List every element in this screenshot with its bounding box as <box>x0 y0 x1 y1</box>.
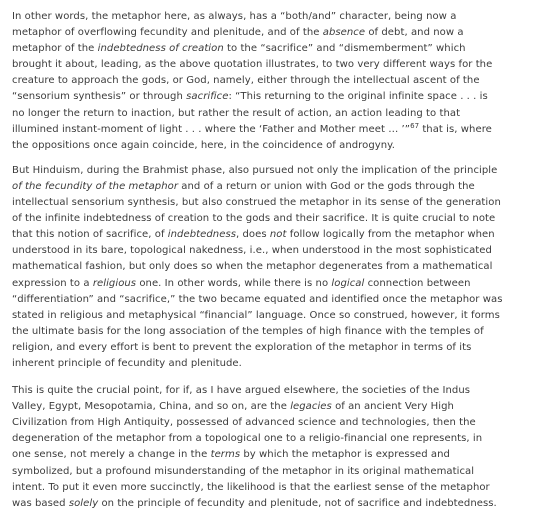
text-line <box>12 138 532 154</box>
text-run: symbolized, but a profound misunderstanding of the metaphor in its original mathematical <box>12 465 475 477</box>
text-run: on the principle of fecundity and plenitude, not of sacrifice and indebtedness. <box>98 497 497 509</box>
text-line <box>12 9 532 25</box>
text-run: metaphor of overflowing fecundity and plenitude, and of the <box>12 27 323 39</box>
italic-text: indebtedness of creation <box>97 43 224 55</box>
italic-text: not <box>269 229 287 241</box>
italic-text: indebtedness <box>167 229 237 241</box>
text-run: But Hinduism, during the Brahmist phase, also pursued not only the implication of the principle <box>12 164 498 176</box>
text-run: one sense, not merely a change in the <box>12 449 211 461</box>
italic-text: solely <box>68 497 99 509</box>
text-run: follow logically from the metaphor when <box>286 229 495 241</box>
text-run: expression to a <box>12 277 93 289</box>
text-line <box>12 89 532 105</box>
text-run: that is, where <box>419 123 492 135</box>
text-line <box>12 227 532 243</box>
text-run: , does <box>236 229 270 241</box>
text-line <box>12 340 532 356</box>
text-line <box>12 243 532 259</box>
text-run: : “This returning to the original infinite space . . . is <box>228 91 488 103</box>
text-line <box>12 73 532 89</box>
text-run: metaphor of the <box>12 43 98 55</box>
text-run: no longer the return to inaction, but rather the result of action, an action leading to that <box>12 107 461 119</box>
text-run: to the “sacrifice” and “dismemberment” which <box>223 43 466 55</box>
text-line <box>12 356 532 372</box>
text-run: of debt, and now a <box>365 27 464 39</box>
text-line <box>12 292 532 308</box>
text-run: the ultimate basis for the long association of the temples of high finance with the temples of <box>12 325 484 337</box>
text-line <box>12 195 532 211</box>
text-line <box>12 25 532 41</box>
italic-text: logical <box>331 277 365 289</box>
italic-text: legacies <box>290 401 332 413</box>
text-run: that this notion of sacrifice, of <box>12 229 168 241</box>
text-run: connection between <box>364 277 471 289</box>
text-line <box>12 464 532 480</box>
text-line <box>12 211 532 227</box>
text-line <box>12 383 532 399</box>
text-run: understood in its bare, topological nakedness, i.e., when understood in the most sophisticated <box>12 245 492 257</box>
text-run: degeneration of the metaphor from a topological one to a religio-financial one represents, in <box>12 433 483 445</box>
text-run: religion, and every effort is bent to prevent the exploration of the metaphor in terms of its <box>12 341 472 353</box>
paragraph <box>12 9 532 154</box>
text-run: creature to approach the gods, or God, namely, either through the intellectual ascent of the <box>12 75 480 87</box>
italic-text: religious <box>92 277 137 289</box>
text-run: stated in religious and metaphysical “financial” language. Once so construed, however, it forms <box>12 309 500 321</box>
text-run: “differentiation” and “sacrifice,” the two became equated and identified once the metaphor was <box>12 293 503 305</box>
text-line <box>12 163 532 179</box>
text-run: “sensorium synthesis” or through <box>12 91 187 103</box>
text-run: of an ancient Very High <box>331 401 454 413</box>
text-run: Civilization from High Antiquity, possessed of advanced science and technologies, then the <box>12 417 476 429</box>
text-line <box>12 179 532 195</box>
text-line <box>12 41 532 57</box>
text-line <box>12 431 532 447</box>
text-run: This is quite the crucial point, for if, as I have argued elsewhere, the societies of the Indus <box>12 385 471 397</box>
text-run: and of a return or union with God or the gods through the <box>178 180 475 192</box>
text-line <box>12 122 532 138</box>
italic-text: terms <box>210 449 241 461</box>
paragraph <box>12 383 532 512</box>
text-run: inherent principle of fecundity and plenitude. <box>12 357 242 369</box>
italic-text: of the fecundity of the metaphor <box>12 180 179 192</box>
text-run: one. In other words, while there is no <box>136 277 332 289</box>
footnote-ref: 67 <box>410 121 420 130</box>
paragraph <box>12 163 532 372</box>
text-line <box>12 480 532 496</box>
text-run: Valley, Egypt, Mesopotamia, China, and so on, are the <box>12 401 291 413</box>
text-line <box>12 259 532 275</box>
text-line <box>12 496 532 512</box>
text-line <box>12 415 532 431</box>
text-run: the oppositions once again coincide, here, in the coincidence of androgyny. <box>12 139 395 151</box>
italic-text: sacrifice <box>186 91 229 103</box>
text-line <box>12 399 532 415</box>
text-run: of the infinite indebtedness of creation to the gods and their sacrifice. It is quite crucial to note <box>12 213 496 225</box>
text-run: In other words, the metaphor here, as always, has a “both/and” character, being now a <box>12 11 457 22</box>
text-run: intellectual sensorium synthesis, but also construed the metaphor in its sense of the generation <box>12 197 501 209</box>
text-line <box>12 276 532 292</box>
text-run: by which the metaphor is expressed and <box>240 449 450 461</box>
text-run: was based <box>12 497 69 509</box>
text-line <box>12 57 532 73</box>
text-line <box>12 308 532 324</box>
italic-text: absence <box>322 27 366 39</box>
text-run: intent. To put it even more succinctly, the likelihood is that the earliest sense of the metaphor <box>12 481 490 493</box>
text-line <box>12 447 532 463</box>
text-line <box>12 324 532 340</box>
text-run: brought it about, leading, as the above quotation illustrates, to two very different ways for the <box>12 59 493 71</box>
text-line <box>12 106 532 122</box>
text-run: mathematical fashion, but only does so when the metaphor degenerates from a mathematical <box>12 261 493 273</box>
text-run: illumined instant-moment of light . . . where the ‘Father and Mother meet … ’” <box>12 123 411 135</box>
